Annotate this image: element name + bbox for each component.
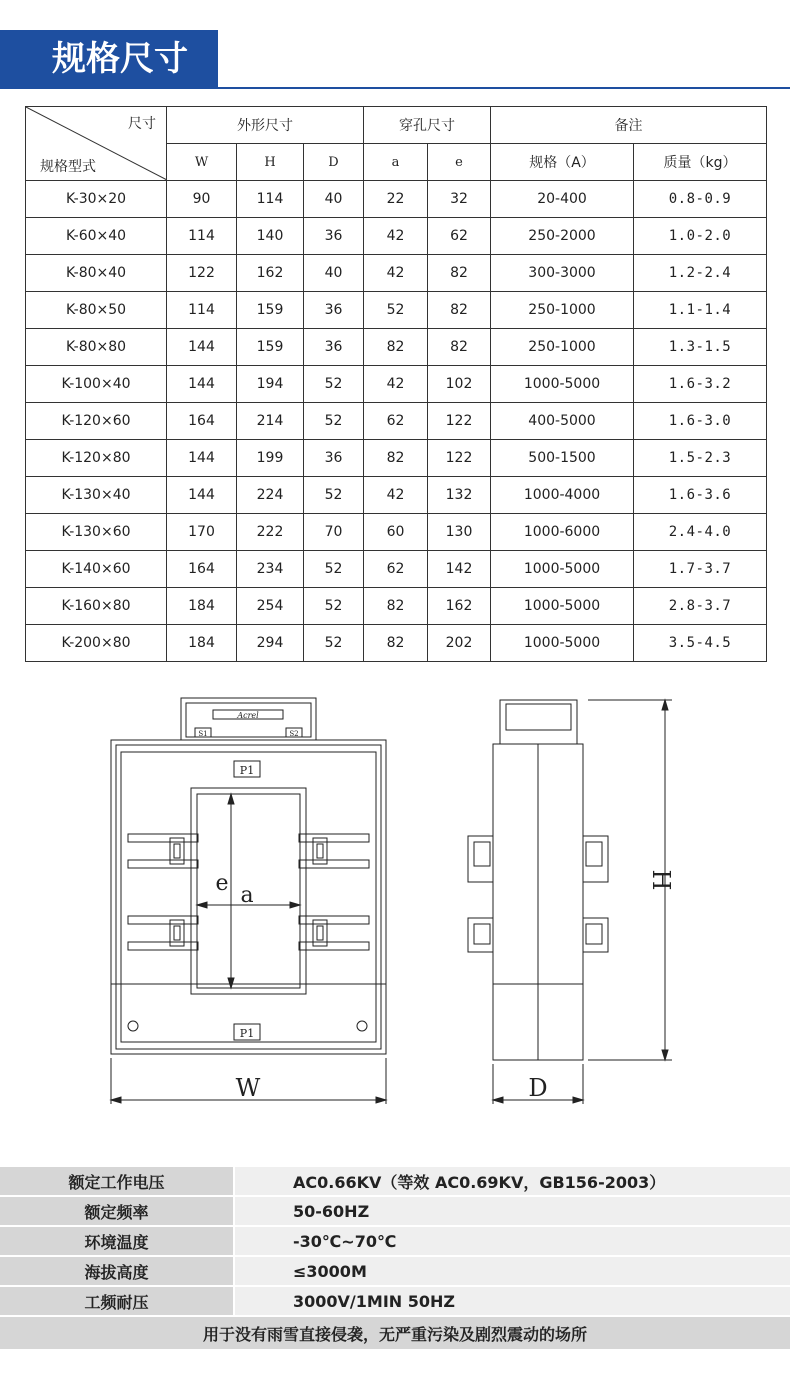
table-cell: 20-400 [491,181,634,218]
param-label: 额定频率 [0,1196,234,1226]
table-cell: 294 [237,625,304,662]
table-cell: 36 [304,440,364,477]
table-cell: 114 [167,292,237,329]
table-cell: 164 [167,403,237,440]
table-cell: 40 [304,181,364,218]
table-cell: 1.6-3.6 [634,477,767,514]
model-cell: K-130×60 [26,514,167,551]
table-cell: 82 [364,440,428,477]
col-header-mass: 质量（kg） [634,144,767,181]
table-cell: 52 [304,588,364,625]
param-row [0,1167,790,1196]
table-cell: 2.4-4.0 [634,514,767,551]
col-header-D: D [304,144,364,181]
table-cell: 1000-5000 [491,625,634,662]
table-cell: 52 [304,366,364,403]
table-cell: 1.1-1.4 [634,292,767,329]
model-cell: K-130×40 [26,477,167,514]
table-row [26,255,767,292]
corner-top-label: 尺寸 [128,116,156,132]
table-cell: 130 [428,514,491,551]
dim-D-label: D [528,1074,548,1102]
table-cell: 3.5-4.5 [634,625,767,662]
table-cell: 144 [167,440,237,477]
table-row [26,366,767,403]
p1-top-label: P1 [239,764,255,777]
table-cell: 1.3-1.5 [634,329,767,366]
model-cell: K-80×80 [26,329,167,366]
param-value: 3000V/1MIN 50HZ [234,1286,790,1316]
dim-a-label: a [240,883,254,908]
table-cell: 22 [364,181,428,218]
table-row [26,292,767,329]
table-cell: 52 [364,292,428,329]
table-row [26,625,767,662]
usage-note: 用于没有雨雪直接侵袭，无严重污染及剧烈震动的场所 [0,1316,790,1350]
model-cell: K-120×60 [26,403,167,440]
table-cell: 82 [428,329,491,366]
table-cell: 52 [304,551,364,588]
col-header-spec: 规格（A） [491,144,634,181]
table-cell: 184 [167,588,237,625]
dim-e-label: e [215,871,229,896]
col-header-H: H [237,144,304,181]
table-cell: 62 [364,551,428,588]
table-cell: 140 [237,218,304,255]
model-cell: K-80×40 [26,255,167,292]
table-cell: 42 [364,477,428,514]
table-cell: 162 [237,255,304,292]
param-row [0,1226,790,1256]
table-cell: 90 [167,181,237,218]
table-cell: 36 [304,329,364,366]
table-cell: 144 [167,366,237,403]
model-cell: K-140×60 [26,551,167,588]
table-cell: 144 [167,329,237,366]
param-value: 50-60HZ [234,1196,790,1226]
table-cell: 70 [304,514,364,551]
table-cell: 40 [304,255,364,292]
spec-table [25,106,767,662]
table-row [26,440,767,477]
title-rule [0,87,790,89]
table-cell: 114 [237,181,304,218]
table-row [26,181,767,218]
col-header-a: a [364,144,428,181]
table-cell: 254 [237,588,304,625]
s2-label: S2 [289,730,299,738]
table-cell: 1000-4000 [491,477,634,514]
param-label: 环境温度 [0,1226,234,1256]
table-cell: 60 [364,514,428,551]
table-cell: 1000-5000 [491,588,634,625]
table-row [26,551,767,588]
table-cell: 42 [364,255,428,292]
dimension-drawing [0,690,790,1120]
model-cell: K-80×50 [26,292,167,329]
table-cell: 114 [167,218,237,255]
param-row [0,1196,790,1226]
table-cell: 1000-5000 [491,366,634,403]
param-row [0,1256,790,1286]
section-title: 规格尺寸 [0,30,218,88]
table-cell: 144 [167,477,237,514]
side-view [468,700,672,1104]
table-cell: 42 [364,366,428,403]
model-cell: K-120×80 [26,440,167,477]
table-cell: 234 [237,551,304,588]
table-cell: 2.8-3.7 [634,588,767,625]
table-row [26,218,767,255]
table-cell: 300-3000 [491,255,634,292]
table-cell: 122 [428,440,491,477]
param-label: 海拔高度 [0,1256,234,1286]
table-cell: 1.6-3.2 [634,366,767,403]
table-cell: 122 [167,255,237,292]
table-cell: 42 [364,218,428,255]
table-cell: 400-5000 [491,403,634,440]
table-cell: 1000-6000 [491,514,634,551]
table-corner-header [26,107,167,181]
table-cell: 82 [364,329,428,366]
param-label: 额定工作电压 [0,1167,234,1196]
table-row [26,329,767,366]
table-cell: 1.2-2.4 [634,255,767,292]
table-cell: 52 [304,403,364,440]
table-cell: 250-2000 [491,218,634,255]
table-cell: 250-1000 [491,292,634,329]
table-cell: 1.6-3.0 [634,403,767,440]
param-value: -30℃~70℃ [234,1226,790,1256]
param-label: 工频耐压 [0,1286,234,1316]
table-cell: 1.5-2.3 [634,440,767,477]
col-header-W: W [167,144,237,181]
table-cell: 52 [304,625,364,662]
param-value: AC0.66KV（等效 AC0.69KV，GB156-2003） [234,1167,790,1196]
table-cell: 32 [428,181,491,218]
table-row [26,588,767,625]
table-cell: 500-1500 [491,440,634,477]
model-cell: K-200×80 [26,625,167,662]
table-row [26,403,767,440]
dim-H-label: H [647,869,675,891]
params-table [0,1167,790,1351]
table-cell: 1.7-3.7 [634,551,767,588]
table-cell: 62 [428,218,491,255]
table-cell: 194 [237,366,304,403]
table-row [26,514,767,551]
table-cell: 159 [237,329,304,366]
table-cell: 82 [364,625,428,662]
p1-bottom-label: P1 [239,1027,255,1040]
table-cell: 102 [428,366,491,403]
dim-W-label: W [235,1074,261,1102]
table-cell: 82 [428,255,491,292]
table-cell: 132 [428,477,491,514]
drawing-svg [0,690,790,1120]
table-cell: 62 [364,403,428,440]
table-cell: 164 [167,551,237,588]
table-cell: 199 [237,440,304,477]
table-cell: 159 [237,292,304,329]
corner-bottom-label: 规格型式 [40,159,96,175]
table-cell: 52 [304,477,364,514]
table-cell: 170 [167,514,237,551]
table-cell: 1.0-2.0 [634,218,767,255]
group-notes-header: 备注 [491,107,767,144]
param-value: ≤3000M [234,1256,790,1286]
model-cell: K-160×80 [26,588,167,625]
table-cell: 142 [428,551,491,588]
table-cell: 222 [237,514,304,551]
table-cell: 162 [428,588,491,625]
table-cell: 36 [304,292,364,329]
model-cell: K-100×40 [26,366,167,403]
table-cell: 0.8-0.9 [634,181,767,218]
params-table-body [0,1167,790,1316]
col-header-e: e [428,144,491,181]
table-cell: 36 [304,218,364,255]
table-cell: 224 [237,477,304,514]
table-row [26,477,767,514]
table-cell: 1000-5000 [491,551,634,588]
group-hole-header: 穿孔尺寸 [364,107,491,144]
model-cell: K-60×40 [26,218,167,255]
s1-label: S1 [198,730,208,738]
table-cell: 82 [364,588,428,625]
model-cell: K-30×20 [26,181,167,218]
group-outer-header: 外形尺寸 [167,107,364,144]
table-cell: 184 [167,625,237,662]
table-cell: 250-1000 [491,329,634,366]
table-cell: 214 [237,403,304,440]
table-cell: 122 [428,403,491,440]
table-cell: 202 [428,625,491,662]
spec-table-body [26,181,767,662]
param-row [0,1286,790,1316]
brand-label: Acrel [237,711,259,720]
table-cell: 82 [428,292,491,329]
